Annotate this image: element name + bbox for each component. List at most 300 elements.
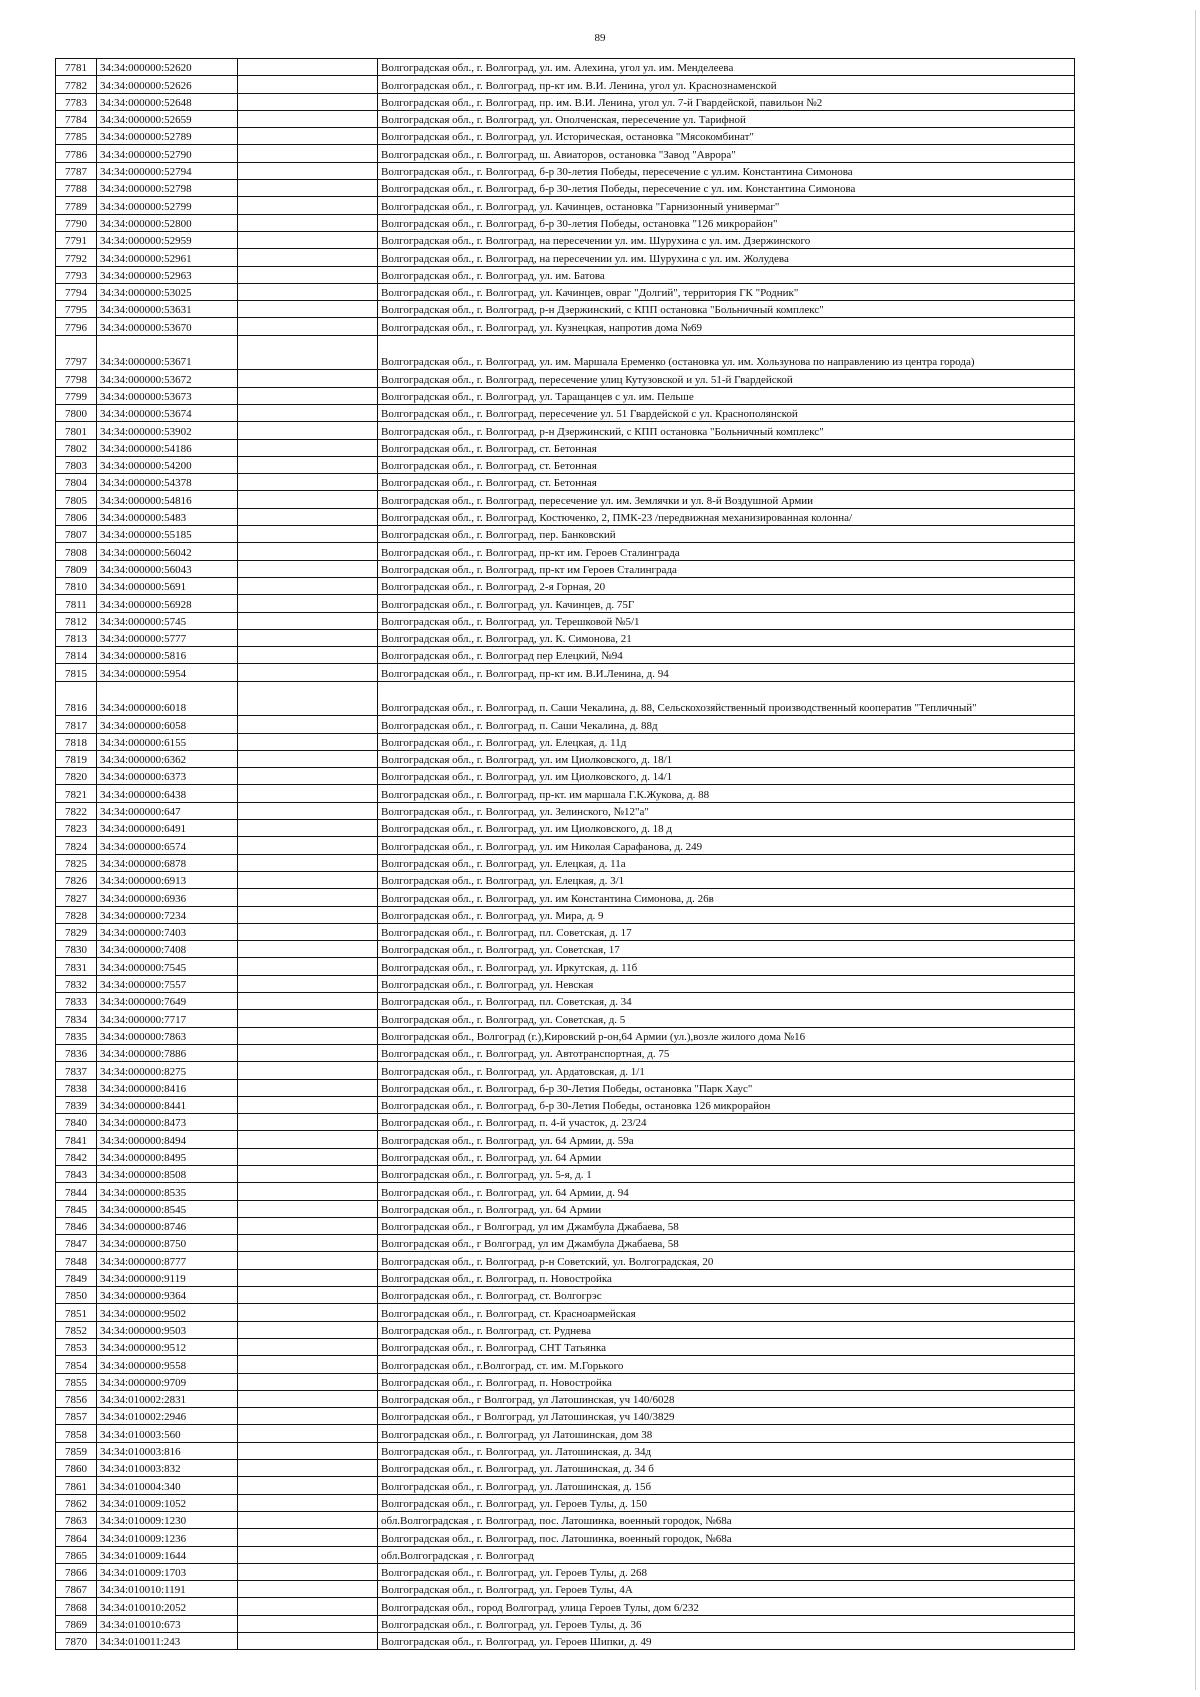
row-number-cell: 7788: [56, 180, 97, 197]
table-row: [56, 975, 1075, 992]
empty-cell: [238, 923, 378, 940]
cadastral-number-cell: 34:34:000000:7403: [97, 923, 238, 940]
row-number-cell: 7837: [56, 1062, 97, 1079]
row-number-cell: 7859: [56, 1442, 97, 1459]
table-row: [56, 422, 1075, 439]
address-cell: Волгоградская обл., г. Волгоград, ул. Советская, 17: [378, 941, 1075, 958]
empty-cell: [238, 1425, 378, 1442]
empty-cell: [238, 1166, 378, 1183]
row-number-cell: 7842: [56, 1148, 97, 1165]
registry-body: [56, 59, 1075, 1650]
empty-cell: [238, 543, 378, 560]
address-cell: Волгоградская обл., г. Волгоград, ул. Ардатовская, д. 1/1: [378, 1062, 1075, 1079]
empty-cell: [238, 768, 378, 785]
table-row: [56, 993, 1075, 1010]
table-row: [56, 1114, 1075, 1131]
table-row: [56, 1079, 1075, 1096]
cadastral-number-cell: 34:34:010009:1644: [97, 1546, 238, 1563]
empty-cell: [238, 1010, 378, 1027]
empty-cell: [238, 1563, 378, 1580]
cadastral-number-cell: 34:34:000000:53673: [97, 387, 238, 404]
table-row: [56, 1581, 1075, 1598]
empty-cell: [238, 647, 378, 664]
empty-cell: [238, 59, 378, 76]
table-row: [56, 59, 1075, 76]
address-cell: Волгоградская обл., г. Волгоград, ул. Латошинская, д. 15б: [378, 1477, 1075, 1494]
row-number-cell: 7784: [56, 110, 97, 127]
cadastral-number-cell: 34:34:000000:54378: [97, 474, 238, 491]
cadastral-number-cell: 34:34:000000:52800: [97, 214, 238, 231]
row-number-cell: 7869: [56, 1615, 97, 1632]
row-number-cell: 7804: [56, 474, 97, 491]
empty-cell: [238, 1390, 378, 1407]
cadastral-number-cell: 34:34:000000:53672: [97, 370, 238, 387]
empty-cell: [238, 975, 378, 992]
cadastral-number-cell: 34:34:000000:56928: [97, 595, 238, 612]
table-row: [56, 1235, 1075, 1252]
table-row: [56, 1269, 1075, 1286]
address-cell: Волгоградская обл., г. Волгоград, ш. Авиаторов, остановка "Завод "Аврора": [378, 145, 1075, 162]
address-cell: Волгоградская обл., г. Волгоград пер Елецкий, №94: [378, 647, 1075, 664]
table-row: [56, 404, 1075, 421]
cadastral-number-cell: 34:34:000000:8746: [97, 1217, 238, 1234]
row-number-cell: 7836: [56, 1044, 97, 1061]
address-cell: Волгоградская обл., г. Волгоград, пересечение ул. 51 Гвардейской с ул. Краснополянской: [378, 404, 1075, 421]
cadastral-number-cell: 34:34:000000:7545: [97, 958, 238, 975]
cadastral-number-cell: 34:34:000000:52620: [97, 59, 238, 76]
row-number-cell: 7838: [56, 1079, 97, 1096]
row-number-cell: 7825: [56, 854, 97, 871]
cadastral-number-cell: 34:34:000000:7557: [97, 975, 238, 992]
row-number-cell: 7830: [56, 941, 97, 958]
cadastral-number-cell: 34:34:000000:6018: [97, 681, 238, 716]
empty-cell: [238, 716, 378, 733]
empty-cell: [238, 197, 378, 214]
address-cell: Волгоградская обл., г. Волгоград, пр-кт им Героев Сталинграда: [378, 560, 1075, 577]
address-cell: Волгоградская обл., г. Волгоград, ул. Елецкая, д. 11д: [378, 733, 1075, 750]
table-row: [56, 110, 1075, 127]
empty-cell: [238, 629, 378, 646]
address-cell: Волгоградская обл., г. Волгоград, ул. Качинцев, овраг "Долгий", территория ГК "Родник": [378, 283, 1075, 300]
empty-cell: [238, 560, 378, 577]
row-number-cell: 7848: [56, 1252, 97, 1269]
row-number-cell: 7806: [56, 508, 97, 525]
address-cell: Волгоградская обл., г. Волгоград, ул. Мира, д. 9: [378, 906, 1075, 923]
empty-cell: [238, 1269, 378, 1286]
table-row: [56, 1027, 1075, 1044]
table-row: [56, 145, 1075, 162]
cadastral-number-cell: 34:34:000000:8508: [97, 1166, 238, 1183]
table-row: [56, 335, 1075, 370]
empty-cell: [238, 1529, 378, 1546]
address-cell: Волгоградская обл., г. Волгоград, ул. 64 Армии, д. 94: [378, 1183, 1075, 1200]
empty-cell: [238, 1321, 378, 1338]
address-cell: Волгоградская обл., г. Волгоград, ул. Историческая, остановка "Мясокомбинат": [378, 128, 1075, 145]
empty-cell: [238, 1494, 378, 1511]
empty-cell: [238, 1581, 378, 1598]
row-number-cell: 7858: [56, 1425, 97, 1442]
address-cell: Волгоградская обл., г. Волгоград, пос. Латошинка, военный городок, №68а: [378, 1529, 1075, 1546]
empty-cell: [238, 664, 378, 681]
address-cell: Волгоградская обл., г. Волгоград, б-р 30-летия Победы, пересечение с ул.им. Константина Симонова: [378, 162, 1075, 179]
table-row: [56, 543, 1075, 560]
address-cell: Волгоградская обл., г. Волгоград, пересечение улиц Кутузовской и ул. 51-й Гвардейской: [378, 370, 1075, 387]
cadastral-number-cell: 34:34:000000:5816: [97, 647, 238, 664]
empty-cell: [238, 1148, 378, 1165]
row-number-cell: 7818: [56, 733, 97, 750]
address-cell: Волгоградская обл., г. Волгоград, пер. Банковский: [378, 526, 1075, 543]
table-row: [56, 854, 1075, 871]
table-row: [56, 733, 1075, 750]
row-number-cell: 7813: [56, 629, 97, 646]
cadastral-number-cell: 34:34:000000:52959: [97, 231, 238, 248]
cadastral-number-cell: 34:34:000000:8441: [97, 1096, 238, 1113]
table-row: [56, 681, 1075, 716]
table-row: [56, 664, 1075, 681]
address-cell: Волгоградская обл., г. Волгоград, ул. Латошинская, д. 34 б: [378, 1460, 1075, 1477]
row-number-cell: 7814: [56, 647, 97, 664]
empty-cell: [238, 1200, 378, 1217]
cadastral-number-cell: 34:34:000000:8416: [97, 1079, 238, 1096]
empty-cell: [238, 1615, 378, 1632]
table-row: [56, 1148, 1075, 1165]
address-cell: Волгоградская обл., г. Волгоград, р-н Советский, ул. Волгоградская, 20: [378, 1252, 1075, 1269]
row-number-cell: 7851: [56, 1304, 97, 1321]
empty-cell: [238, 301, 378, 318]
empty-cell: [238, 1044, 378, 1061]
row-number-cell: 7821: [56, 785, 97, 802]
cadastral-number-cell: 34:34:000000:9512: [97, 1338, 238, 1355]
table-row: [56, 76, 1075, 93]
table-row: [56, 283, 1075, 300]
cadastral-number-cell: 34:34:010002:2946: [97, 1408, 238, 1425]
table-row: [56, 491, 1075, 508]
table-row: [56, 871, 1075, 888]
address-cell: Волгоградская обл., г. Волгоград, ул. Героев Тулы, 4А: [378, 1581, 1075, 1598]
cadastral-number-cell: 34:34:000000:53631: [97, 301, 238, 318]
address-cell: Волгоградская обл., г. Волгоград, ул. Героев Тулы, д. 268: [378, 1563, 1075, 1580]
row-number-cell: 7798: [56, 370, 97, 387]
table-row: [56, 474, 1075, 491]
cadastral-number-cell: 34:34:000000:54816: [97, 491, 238, 508]
table-row: [56, 1477, 1075, 1494]
row-number-cell: 7844: [56, 1183, 97, 1200]
cadastral-number-cell: 34:34:000000:6155: [97, 733, 238, 750]
address-cell: Волгоградская обл., г. Волгоград, п. Саши Чекалина, д. 88, Сельскохозяйственный производственный кооператив "Тепличный": [378, 681, 1075, 716]
row-number-cell: 7800: [56, 404, 97, 421]
empty-cell: [238, 526, 378, 543]
row-number-cell: 7862: [56, 1494, 97, 1511]
address-cell: Волгоградская обл., г. Волгоград, ул. Терешковой №5/1: [378, 612, 1075, 629]
empty-cell: [238, 993, 378, 1010]
cadastral-number-cell: 34:34:010009:1236: [97, 1529, 238, 1546]
address-cell: Волгоградская обл., г. Волгоград, ул. Латошинская, д. 34д: [378, 1442, 1075, 1459]
row-number-cell: 7841: [56, 1131, 97, 1148]
cadastral-number-cell: 34:34:000000:7717: [97, 1010, 238, 1027]
address-cell: Волгоградская обл., г. Волгоград, ул. 64 Армии: [378, 1200, 1075, 1217]
table-row: [56, 197, 1075, 214]
empty-cell: [238, 180, 378, 197]
empty-cell: [238, 1252, 378, 1269]
address-cell: Волгоградская обл., г. Волгоград, пл. Советская, д. 17: [378, 923, 1075, 940]
address-cell: Волгоградская обл., г. Волгоград, п. Новостройка: [378, 1269, 1075, 1286]
table-row: [56, 1010, 1075, 1027]
cadastral-number-cell: 34:34:010009:1703: [97, 1563, 238, 1580]
row-number-cell: 7810: [56, 577, 97, 594]
cadastral-number-cell: 34:34:000000:52798: [97, 180, 238, 197]
address-cell: Волгоградская обл., г. Волгоград, пр-кт им. В.И. Ленина, угол ул. Краснознаменской: [378, 76, 1075, 93]
table-row: [56, 1425, 1075, 1442]
empty-cell: [238, 733, 378, 750]
table-row: [56, 768, 1075, 785]
cadastral-number-cell: 34:34:010004:340: [97, 1477, 238, 1494]
row-number-cell: 7816: [56, 681, 97, 716]
empty-cell: [238, 474, 378, 491]
row-number-cell: 7799: [56, 387, 97, 404]
empty-cell: [238, 266, 378, 283]
row-number-cell: 7791: [56, 231, 97, 248]
empty-cell: [238, 1287, 378, 1304]
table-row: [56, 1183, 1075, 1200]
table-row: [56, 629, 1075, 646]
row-number-cell: 7868: [56, 1598, 97, 1615]
address-cell: Волгоградская обл., г. Волгоград, пр. им. В.И. Ленина, угол ул. 7-й Гвардейской, павильон №2: [378, 93, 1075, 110]
address-cell: Волгоградская обл., г. Волгоград, ст. Бетонная: [378, 439, 1075, 456]
row-number-cell: 7865: [56, 1546, 97, 1563]
cadastral-number-cell: 34:34:010009:1230: [97, 1511, 238, 1528]
row-number-cell: 7854: [56, 1356, 97, 1373]
table-row: [56, 1131, 1075, 1148]
cadastral-number-cell: 34:34:000000:6373: [97, 768, 238, 785]
empty-cell: [238, 1442, 378, 1459]
address-cell: Волгоградская обл., г. Волгоград, пл. Советская, д. 34: [378, 993, 1075, 1010]
address-cell: Волгоградская обл., г. Волгоград, ул. Кузнецкая, напротив дома №69: [378, 318, 1075, 335]
address-cell: Волгоградская обл., г. Волгоград, ул. им Константина Симонова, д. 26в: [378, 889, 1075, 906]
table-row: [56, 1200, 1075, 1217]
address-cell: Волгоградская обл., г. Волгоград, ул. им Циолковского, д. 18/1: [378, 750, 1075, 767]
row-number-cell: 7808: [56, 543, 97, 560]
address-cell: Волгоградская обл., г. Волгоград, ул. Героев Шипки, д. 49: [378, 1633, 1075, 1650]
cadastral-number-cell: 34:34:000000:8777: [97, 1252, 238, 1269]
table-row: [56, 1390, 1075, 1407]
empty-cell: [238, 456, 378, 473]
cadastral-number-cell: 34:34:000000:53674: [97, 404, 238, 421]
row-number-cell: 7793: [56, 266, 97, 283]
cadastral-number-cell: 34:34:000000:53902: [97, 422, 238, 439]
empty-cell: [238, 370, 378, 387]
table-row: [56, 1598, 1075, 1615]
table-row: [56, 802, 1075, 819]
empty-cell: [238, 595, 378, 612]
empty-cell: [238, 1114, 378, 1131]
cadastral-number-cell: 34:34:000000:8535: [97, 1183, 238, 1200]
table-row: [56, 508, 1075, 525]
cadastral-number-cell: 34:34:000000:52963: [97, 266, 238, 283]
empty-cell: [238, 1079, 378, 1096]
address-cell: Волгоградская обл., г. Волгоград, на пересечении ул. им. Шурухина с ул. им. Жолудева: [378, 249, 1075, 266]
row-number-cell: 7789: [56, 197, 97, 214]
address-cell: Волгоградская обл., г. Волгоград, Костюченко, 2, ПМК-23 /передвижная механизированная колонна/: [378, 508, 1075, 525]
empty-cell: [238, 1338, 378, 1355]
scan-edge-mark: [1195, 10, 1196, 1690]
empty-cell: [238, 231, 378, 248]
address-cell: Волгоградская обл., г. Волгоград, ул. Иркутская, д. 11б: [378, 958, 1075, 975]
cadastral-number-cell: 34:34:000000:52648: [97, 93, 238, 110]
address-cell: Волгоградская обл., г. Волгоград, пр-кт. им маршала Г.К.Жукова, д. 88: [378, 785, 1075, 802]
cadastral-number-cell: 34:34:000000:6438: [97, 785, 238, 802]
address-cell: Волгоградская обл., г. Волгоград, б-р 30-летия Победы, пересечение с ул. им. Константина Симонова: [378, 180, 1075, 197]
row-number-cell: 7866: [56, 1563, 97, 1580]
empty-cell: [238, 941, 378, 958]
address-cell: Волгоградская обл., г. Волгоград, п. 4-й участок, д. 23/24: [378, 1114, 1075, 1131]
row-number-cell: 7852: [56, 1321, 97, 1338]
address-cell: Волгоградская обл., г. Волгоград, ул. им Циолковского, д. 14/1: [378, 768, 1075, 785]
row-number-cell: 7843: [56, 1166, 97, 1183]
address-cell: Волгоградская обл., г. Волгоград, ул. им. Батова: [378, 266, 1075, 283]
address-cell: Волгоградская обл., г. Волгоград, ул. 64 Армии, д. 59а: [378, 1131, 1075, 1148]
cadastral-number-cell: 34:34:000000:5691: [97, 577, 238, 594]
cadastral-number-cell: 34:34:000000:52790: [97, 145, 238, 162]
row-number-cell: 7853: [56, 1338, 97, 1355]
cadastral-number-cell: 34:34:000000:6878: [97, 854, 238, 871]
empty-cell: [238, 906, 378, 923]
address-cell: Волгоградская обл., г. Волгоград, ул. К. Симонова, 21: [378, 629, 1075, 646]
empty-cell: [238, 491, 378, 508]
table-row: [56, 1044, 1075, 1061]
cadastral-number-cell: 34:34:000000:56042: [97, 543, 238, 560]
address-cell: Волгоградская обл., г. Волгоград, б-р 30-Летия Победы, остановка "Парк Хаус": [378, 1079, 1075, 1096]
address-cell: Волгоградская обл., г. Волгоград, ул. Героев Тулы, д. 150: [378, 1494, 1075, 1511]
table-row: [56, 1442, 1075, 1459]
empty-cell: [238, 145, 378, 162]
cadastral-number-cell: 34:34:000000:9119: [97, 1269, 238, 1286]
cadastral-number-cell: 34:34:000000:6574: [97, 837, 238, 854]
row-number-cell: 7785: [56, 128, 97, 145]
row-number-cell: 7811: [56, 595, 97, 612]
table-row: [56, 1356, 1075, 1373]
row-number-cell: 7790: [56, 214, 97, 231]
cadastral-number-cell: 34:34:000000:6058: [97, 716, 238, 733]
table-row: [56, 128, 1075, 145]
table-row: [56, 93, 1075, 110]
row-number-cell: 7795: [56, 301, 97, 318]
empty-cell: [238, 802, 378, 819]
address-cell: Волгоградская обл., г. Волгоград, ст. Руднева: [378, 1321, 1075, 1338]
cadastral-number-cell: 34:34:000000:56043: [97, 560, 238, 577]
address-cell: Волгоградская обл., г. Волгоград, ст. Красноармейская: [378, 1304, 1075, 1321]
row-number-cell: 7781: [56, 59, 97, 76]
table-row: [56, 577, 1075, 594]
empty-cell: [238, 1460, 378, 1477]
row-number-cell: 7870: [56, 1633, 97, 1650]
address-cell: Волгоградская обл., г. Волгоград, б-р 30-Летия Победы, остановка 126 микрорайон: [378, 1096, 1075, 1113]
table-row: [56, 456, 1075, 473]
table-row: [56, 1304, 1075, 1321]
cadastral-number-cell: 34:34:010009:1052: [97, 1494, 238, 1511]
table-row: [56, 612, 1075, 629]
address-cell: Волгоградская обл., г. Волгоград, п. Новостройка: [378, 1373, 1075, 1390]
row-number-cell: 7801: [56, 422, 97, 439]
empty-cell: [238, 1304, 378, 1321]
row-number-cell: 7820: [56, 768, 97, 785]
cadastral-number-cell: 34:34:000000:7649: [97, 993, 238, 1010]
row-number-cell: 7809: [56, 560, 97, 577]
table-row: [56, 370, 1075, 387]
address-cell: Волгоградская обл., г. Волгоград, ул. 5-я, д. 1: [378, 1166, 1075, 1183]
empty-cell: [238, 249, 378, 266]
row-number-cell: 7867: [56, 1581, 97, 1598]
empty-cell: [238, 837, 378, 854]
cadastral-number-cell: 34:34:000000:52659: [97, 110, 238, 127]
cadastral-number-cell: 34:34:010010:2052: [97, 1598, 238, 1615]
table-row: [56, 941, 1075, 958]
cadastral-number-cell: 34:34:000000:55185: [97, 526, 238, 543]
row-number-cell: 7786: [56, 145, 97, 162]
empty-cell: [238, 1598, 378, 1615]
table-row: [56, 266, 1075, 283]
address-cell: Волгоградская обл., г. Волгоград, ул. Елецкая, д. 3/1: [378, 871, 1075, 888]
empty-cell: [238, 820, 378, 837]
table-row: [56, 889, 1075, 906]
row-number-cell: 7823: [56, 820, 97, 837]
table-row: [56, 1062, 1075, 1079]
row-number-cell: 7822: [56, 802, 97, 819]
address-cell: Волгоградская обл., г. Волгоград, ул. Советская, д. 5: [378, 1010, 1075, 1027]
row-number-cell: 7831: [56, 958, 97, 975]
row-number-cell: 7845: [56, 1200, 97, 1217]
row-number-cell: 7805: [56, 491, 97, 508]
address-cell: Волгоградская обл., Волгоград (г.),Кировский р-он,64 Армии (ул.),возле жилого дома №16: [378, 1027, 1075, 1044]
cadastral-number-cell: 34:34:000000:54186: [97, 439, 238, 456]
empty-cell: [238, 283, 378, 300]
address-cell: Волгоградская обл., г. Волгоград, ул. Качинцев, д. 75Г: [378, 595, 1075, 612]
empty-cell: [238, 958, 378, 975]
row-number-cell: 7819: [56, 750, 97, 767]
row-number-cell: 7839: [56, 1096, 97, 1113]
empty-cell: [238, 404, 378, 421]
row-number-cell: 7860: [56, 1460, 97, 1477]
cadastral-number-cell: 34:34:000000:53670: [97, 318, 238, 335]
empty-cell: [238, 422, 378, 439]
table-row: [56, 1338, 1075, 1355]
table-row: [56, 214, 1075, 231]
cadastral-number-cell: 34:34:000000:52794: [97, 162, 238, 179]
address-cell: Волгоградская обл., г. Волгоград, ул. им Николая Сарафанова, д. 249: [378, 837, 1075, 854]
address-cell: Волгоградская обл., г Волгоград, ул им Джамбула Джабаева, 58: [378, 1235, 1075, 1252]
cadastral-number-cell: 34:34:000000:8473: [97, 1114, 238, 1131]
row-number-cell: 7849: [56, 1269, 97, 1286]
empty-cell: [238, 854, 378, 871]
empty-cell: [238, 1096, 378, 1113]
table-row: [56, 958, 1075, 975]
empty-cell: [238, 1546, 378, 1563]
address-cell: Волгоградская обл., г. Волгоград, ул. 64 Армии: [378, 1148, 1075, 1165]
empty-cell: [238, 871, 378, 888]
empty-cell: [238, 1477, 378, 1494]
table-row: [56, 387, 1075, 404]
table-row: [56, 1321, 1075, 1338]
cadastral-number-cell: 34:34:000000:52789: [97, 128, 238, 145]
address-cell: Волгоградская обл., г Волгоград, ул им Джамбула Джабаева, 58: [378, 1217, 1075, 1234]
empty-cell: [238, 439, 378, 456]
table-row: [56, 1166, 1075, 1183]
address-cell: Волгоградская обл., г. Волгоград, ст. Бетонная: [378, 474, 1075, 491]
row-number-cell: 7855: [56, 1373, 97, 1390]
empty-cell: [238, 889, 378, 906]
cadastral-number-cell: 34:34:000000:9502: [97, 1304, 238, 1321]
cadastral-number-cell: 34:34:010010:1191: [97, 1581, 238, 1598]
table-row: [56, 716, 1075, 733]
